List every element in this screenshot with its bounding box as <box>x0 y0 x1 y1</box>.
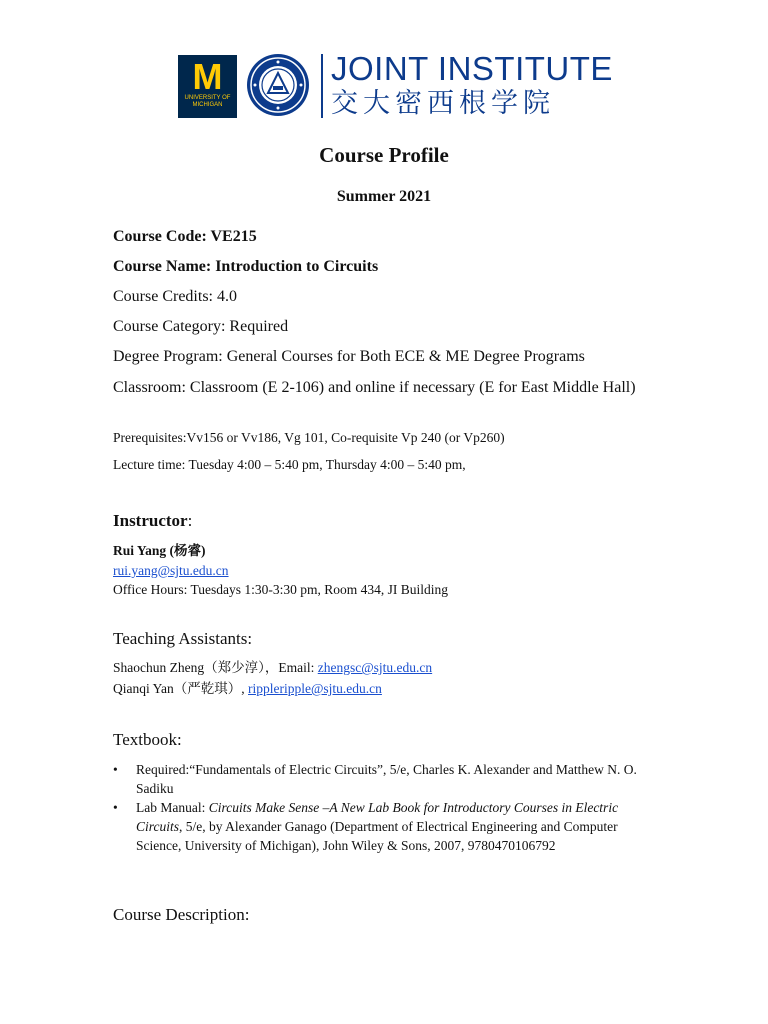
um-logo-letter: M <box>192 56 223 97</box>
course-credits: Course Credits: 4.0 <box>113 288 237 305</box>
instructor-heading-colon: : <box>187 511 193 530</box>
course-category: Course Category: Required <box>113 318 289 335</box>
prerequisites: Prerequisites:Vv156 or Vv186, Vg 101, Co-requisite Vp 240 (or Vp260) <box>113 430 505 445</box>
teaching-assistants-heading: Teaching Assistants: <box>113 629 253 648</box>
sjtu-seal-icon <box>246 53 310 117</box>
textbook-heading: Textbook: <box>113 730 182 749</box>
um-logo-text: UNIVERSITY OF MICHIGAN <box>184 95 231 108</box>
course-description-heading: Course Description: <box>113 905 250 924</box>
textbook-item-2-title: Circuits Make Sense –A New Lab Book for Introductory Courses in Electric Circuits <box>136 800 619 834</box>
ta-2-email-link[interactable]: rippleripple@sjtu.edu.cn <box>248 681 382 696</box>
ta-2-text: Qianqi Yan（严乾琪）, <box>113 681 249 696</box>
textbook-list <box>113 760 638 855</box>
degree-program: Degree Program: General Courses for Both ECE & ME Degree Programs <box>113 348 585 365</box>
textbook-item-1-text: Required:“Fundamentals of Electric Circuits”, 5/e, Charles K. Alexander and Matthew N. O. Sadiku <box>136 762 637 796</box>
course-code: Course Code: VE215 <box>113 228 257 245</box>
instructor-heading <box>113 510 673 532</box>
ta-line-2 <box>113 680 673 698</box>
instructor-heading-label: Instructor <box>113 511 188 530</box>
lecture-time: Lecture time: Tuesday 4:00 – 5:40 pm, Thursday 4:00 – 5:40 pm, <box>113 457 466 472</box>
textbook-item-lab-manual <box>113 798 638 855</box>
logo-divider <box>321 54 323 118</box>
institution-logos <box>178 50 613 120</box>
office-hours: Office Hours: Tuesdays 1:30-3:30 pm, Room 434, JI Building <box>113 582 449 597</box>
textbook-item-2-details: , 5/e, by Alexander Ganago (Department of Electrical Engineering and Computer Science, University of Michigan), John Wiley & Sons, 2007, 9780470106792 <box>136 819 618 853</box>
term: Summer 2021 <box>336 188 432 205</box>
ta-1-text: Shaochun Zheng（郑少淳），Email: <box>113 660 318 675</box>
textbook-item-required <box>113 760 638 798</box>
instructor-email-link[interactable]: rui.yang@sjtu.edu.cn <box>113 563 229 578</box>
joint-institute-chinese-name: 交大密西根学院 <box>331 88 555 119</box>
bullet-icon: • <box>113 762 118 777</box>
textbook-item-2-prefix: Lab Manual: <box>136 800 209 815</box>
instructor-email-line <box>113 562 673 580</box>
course-name: Course Name: Introduction to Circuits <box>113 258 379 275</box>
page-title: Course Profile <box>319 143 449 167</box>
instructor-name: Rui Yang (杨睿) <box>113 543 206 558</box>
classroom: Classroom: Classroom (E 2-106) and online if necessary (E for East Middle Hall) <box>113 379 636 396</box>
ta-1-email-link[interactable]: zhengsc@sjtu.edu.cn <box>317 660 433 675</box>
bullet-icon: • <box>113 800 118 815</box>
joint-institute-title: JOINT INSTITUTE <box>331 50 613 87</box>
university-of-michigan-logo <box>178 55 237 118</box>
ta-line-1 <box>113 659 673 677</box>
